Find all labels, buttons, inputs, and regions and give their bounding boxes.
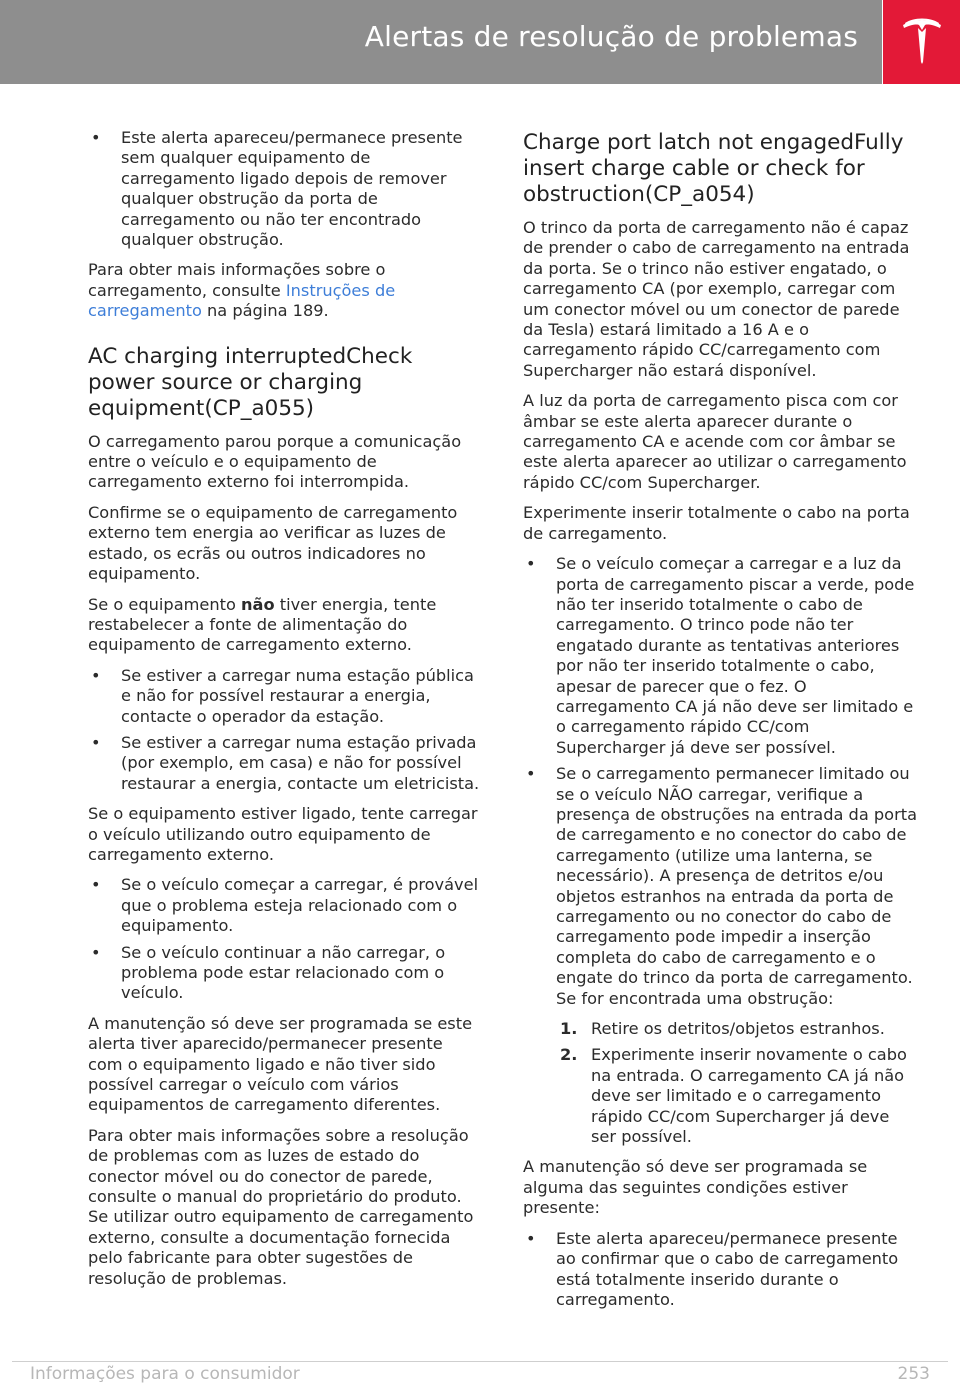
list-item: • Se estiver a carregar numa estação privada (por exemplo, em casa) e não for possível restaurar a energia, contacte um eletricista. xyxy=(88,733,480,794)
paragraph: A luz da porta de carregamento pisca com cor âmbar se este alerta aparecer durante o carregamento CA e acende com cor âmbar se este alerta aparecer ao utilizar o carregamento rápido CC/com Supercharger. xyxy=(523,391,907,492)
numbered-list xyxy=(556,1019,918,1147)
footer-section-label: Informações para o consumidor xyxy=(30,1364,300,1384)
bullet-list xyxy=(523,1229,918,1311)
section-heading-cp-a055: AC charging interruptedCheck power source or charging equipment(CP_a055) xyxy=(88,343,413,421)
list-item: • Este alerta apareceu/permanece presente sem qualquer equipamento de carregamento ligado depois de remover qualquer obstrução da porta de carregamento ou não ter encontrado qualquer obstrução. xyxy=(88,128,480,250)
list-item: • Se o veículo começar a carregar e a luz da porta de carregamento piscar a verde, pode não ter inserido totalmente o cabo de carregamento. O trinco pode não ter engatado durante as tentativas anteriores por não ter inserido totalmente o cabo, apesar de parecer que o fez. O carregamento CA já não deve ser limitado e o carregamento rápido CC/com Supercharger já deve ser possível. xyxy=(523,554,918,758)
page-header xyxy=(0,0,882,84)
list-item: 2. Experimente inserir novamente o cabo na entrada. O carregamento CA já não deve ser limitado e o carregamento rápido CC/com Supercharger já deve ser possível. xyxy=(560,1045,907,1147)
paragraph: O trinco da porta de carregamento não é capaz de prender o cabo de carregamento na entrada da porta. Se o trinco não estiver engatado, o carregamento CA (por exemplo, carregar com um conector móvel ou um conector de parede da Tesla) estará limitado a 16 A e o carregamento rápido CC/carregamento com Supercharger não estará disponível. xyxy=(523,218,910,380)
list-item: • Se o carregamento permanecer limitado ou se o veículo NÃO carregar, verifique a presença de obstruções na entrada da porta de carregamento e no conector do cabo de carregamento (utilize uma lanterna, se necessário). A presença de detritos e/ou objetos estranhos na entrada da porta de carregamento ou no conector do cabo de carregamento pode impedir a inserção completa do cabo de carregamento e o engate do trinco da porta de carregamento. Se for encontrada uma obstrução: xyxy=(523,764,918,1009)
list-item: • Se o veículo continuar a não carregar, o problema pode estar relacionado com o veículo. xyxy=(88,943,480,1004)
list-item: • Se estiver a carregar numa estação pública e não for possível restaurar a energia, contacte o operador da estação. xyxy=(88,666,480,727)
emphasis-text: não xyxy=(241,594,275,614)
left-column xyxy=(88,128,480,1299)
paragraph: Se o equipamento estiver ligado, tente carregar o veículo utilizando outro equipamento de carregamento externo. xyxy=(88,804,478,864)
paragraph: Para obter mais informações sobre a resolução de problemas com as luzes de estado do conector móvel ou do conector de parede, consulte o manual do proprietário do produto. Se utilizar outro equipamento de carregamento externo, consulte a documentação fornecida pelo fabricante para obter sugestões de resolução de problemas. xyxy=(88,1125,474,1288)
bullet-list xyxy=(88,666,480,794)
paragraph: A manutenção só deve ser programada se este alerta tiver aparecido/permanecer presente com o equipamento ligado e não tiver sido possível carregar o veículo com vários equipamentos de carregamento diferentes. xyxy=(88,1013,473,1115)
page-number: 253 xyxy=(897,1364,930,1384)
paragraph: O carregamento parou porque a comunicação entre o veículo e o equipamento de carregamento externo foi interrompida. xyxy=(88,431,462,492)
paragraph: Se o equipamento não tiver energia, tente restabelecer a fonte de alimentação do equipamento de carregamento externo. xyxy=(88,594,437,655)
paragraph: Para obter mais informações sobre o carregamento, consulte Instruções de carregamento na página 189. xyxy=(88,260,396,321)
bullet-list xyxy=(523,554,918,1009)
step-number: 1. xyxy=(560,1019,578,1039)
section-heading-cp-a054: Charge port latch not engagedFully insert charge cable or check for obstruction(CP_a054) xyxy=(523,130,904,207)
charging-instructions-link[interactable]: Instruções de carregamento xyxy=(88,280,396,321)
right-column xyxy=(523,128,918,1320)
step-number: 2. xyxy=(560,1045,578,1065)
bullet-list xyxy=(88,128,480,250)
bullet-list xyxy=(88,875,480,1003)
tesla-logo-icon xyxy=(901,16,943,68)
paragraph: A manutenção só deve ser programada se alguma das seguintes condições estiver presente: xyxy=(523,1157,868,1218)
list-item: • Se o veículo começar a carregar, é provável que o problema esteja relacionado com o equipamento. xyxy=(88,875,480,936)
list-item: • Este alerta apareceu/permanece presente ao confirmar que o cabo de carregamento está totalmente inserido durante o carregamento. xyxy=(523,1229,918,1311)
list-item: 1. Retire os detritos/objetos estranhos. xyxy=(560,1019,885,1039)
paragraph: Experimente inserir totalmente o cabo na porta de carregamento. xyxy=(523,503,910,543)
page-title: Alertas de resolução de problemas xyxy=(364,20,858,53)
brand-logo-box xyxy=(883,0,960,84)
footer-divider xyxy=(12,1361,948,1362)
paragraph: Confirme se o equipamento de carregamento externo tem energia ao verificar as luzes de estado, os ecrãs ou outros indicadores no equipamento. xyxy=(88,502,458,584)
